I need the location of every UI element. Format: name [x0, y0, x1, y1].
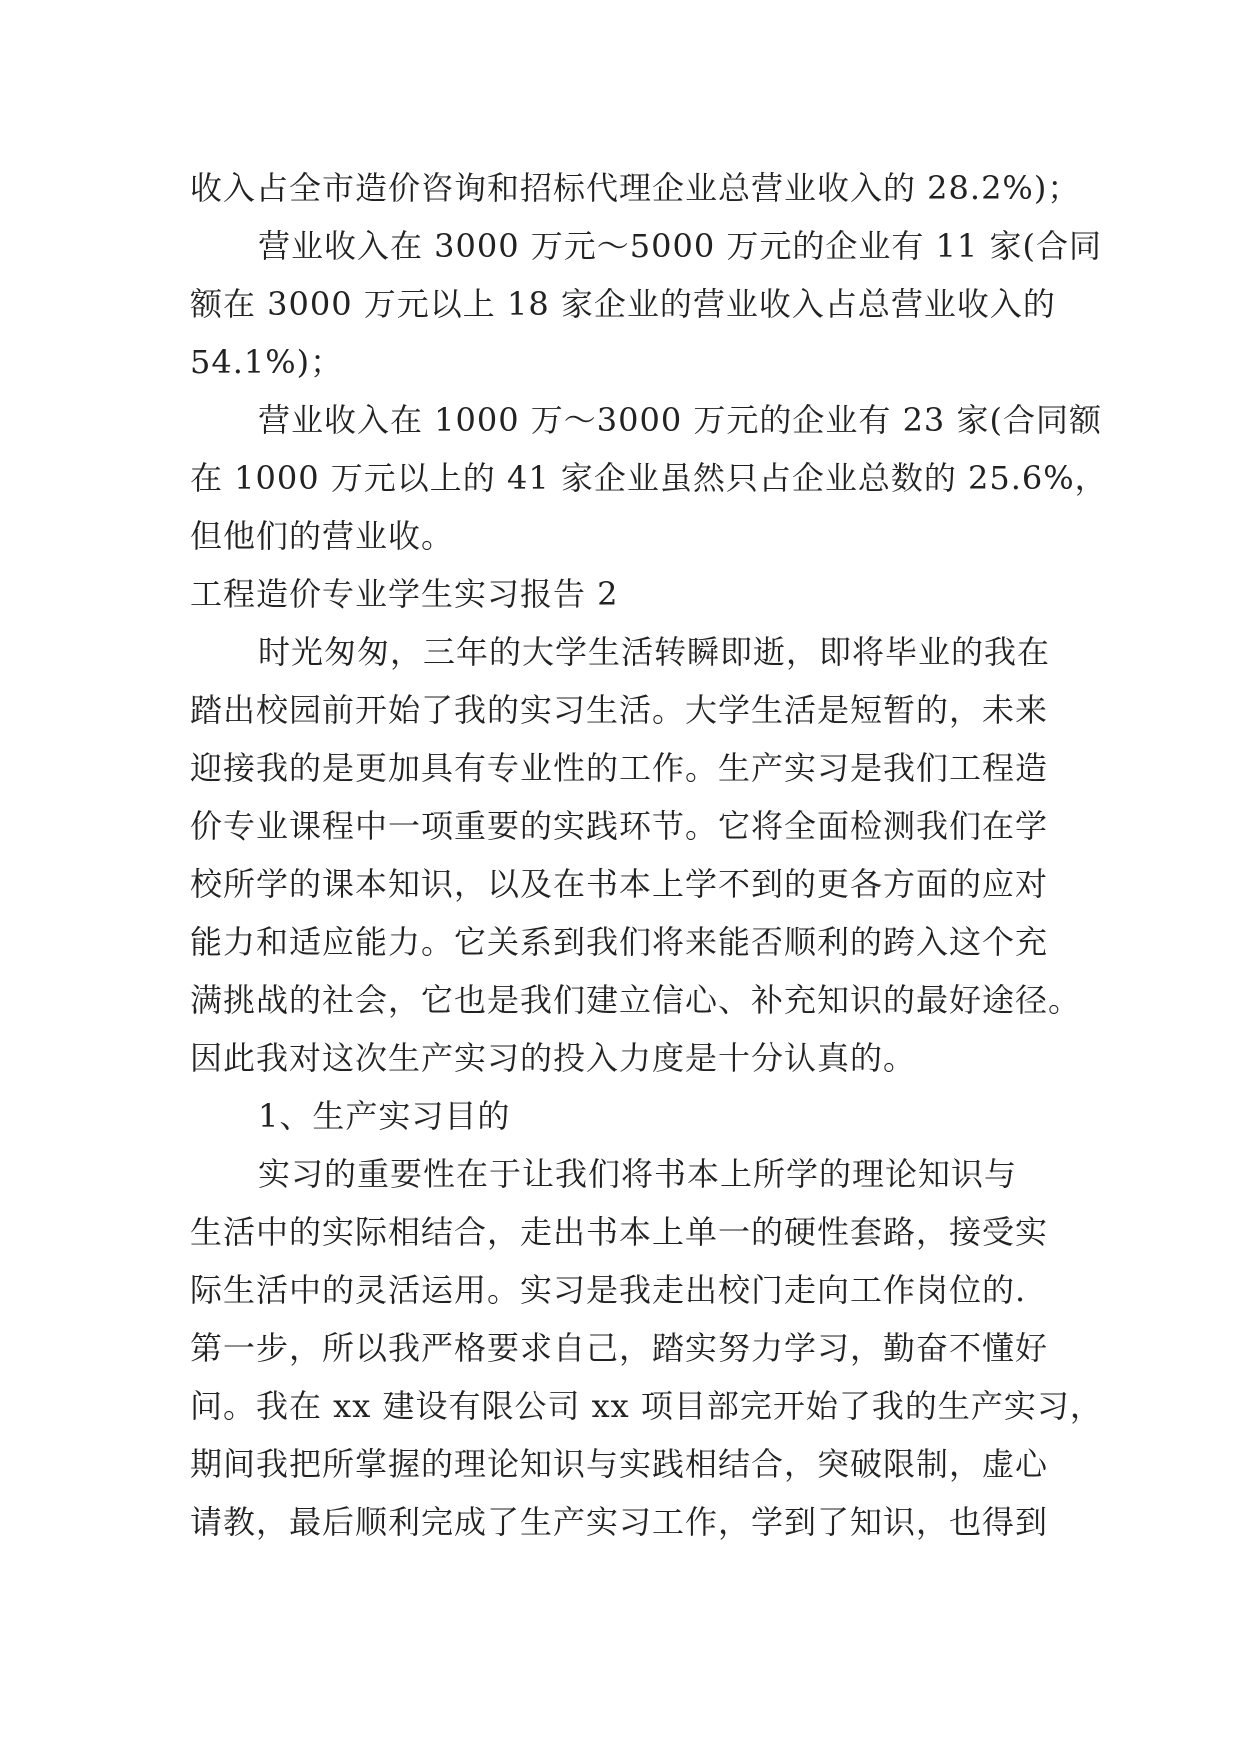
- subsection-heading: 1、生产实习目的: [258, 1097, 511, 1135]
- text-line: 价专业课程中一项重要的实践环节。它将全面检测我们在学: [190, 807, 1049, 845]
- text-line: 期间我把所掌握的理论知识与实践相结合，突破限制，虚心: [190, 1445, 1049, 1483]
- text-line: 生活中的实际相结合，走出书本上单一的硬性套路，接受实: [190, 1213, 1049, 1251]
- text-line: 能力和适应能力。它关系到我们将来能否顺利的跨入这个充: [190, 923, 1049, 961]
- text-line: 收入占全市造价咨询和招标代理企业总营业收入的 28.2%)；: [190, 169, 1081, 207]
- text-line: 请教，最后顺利完成了生产实习工作，学到了知识，也得到: [190, 1503, 1049, 1541]
- text-line: 额在 3000 万元以上 18 家企业的营业收入占总营业收入的: [190, 285, 1056, 323]
- section-heading: 工程造价专业学生实习报告 2: [190, 575, 619, 613]
- text-line: 在 1000 万元以上的 41 家企业虽然只占企业总数的 25.6%，: [190, 459, 1108, 497]
- text-line: 第一步，所以我严格要求自己，踏实努力学习，勤奋不懂好: [190, 1329, 1049, 1367]
- text-line: 但他们的营业收。: [190, 517, 455, 555]
- text-line: 踏出校园前开始了我的实习生活。大学生活是短暂的，未来: [190, 691, 1049, 729]
- text-line: 54.1%)；: [190, 343, 344, 381]
- text-line: 问。我在 xx 建设有限公司 xx 项目部完开始了我的生产实习，: [190, 1387, 1103, 1425]
- text-line: 实习的重要性在于让我们将书本上所学的理论知识与: [258, 1155, 1018, 1193]
- text-line: 满挑战的社会，它也是我们建立信心、补充知识的最好途径。: [190, 981, 1082, 1019]
- text-line: 迎接我的是更加具有专业性的工作。生产实习是我们工程造: [190, 749, 1049, 787]
- text-line: 因此我对这次生产实习的投入力度是十分认真的。: [190, 1039, 917, 1077]
- text-line: 校所学的课本知识，以及在书本上学不到的更各方面的应对: [190, 865, 1049, 903]
- text-line: 营业收入在 1000 万～3000 万元的企业有 23 家(合同额: [258, 401, 1102, 439]
- text-line: 时光匆匆，三年的大学生活转瞬即逝，即将毕业的我在: [258, 633, 1051, 671]
- text-line: 营业收入在 3000 万元～5000 万元的企业有 11 家(合同: [258, 227, 1102, 265]
- text-line: 际生活中的灵活运用。实习是我走出校门走向工作岗位的.: [190, 1271, 1027, 1309]
